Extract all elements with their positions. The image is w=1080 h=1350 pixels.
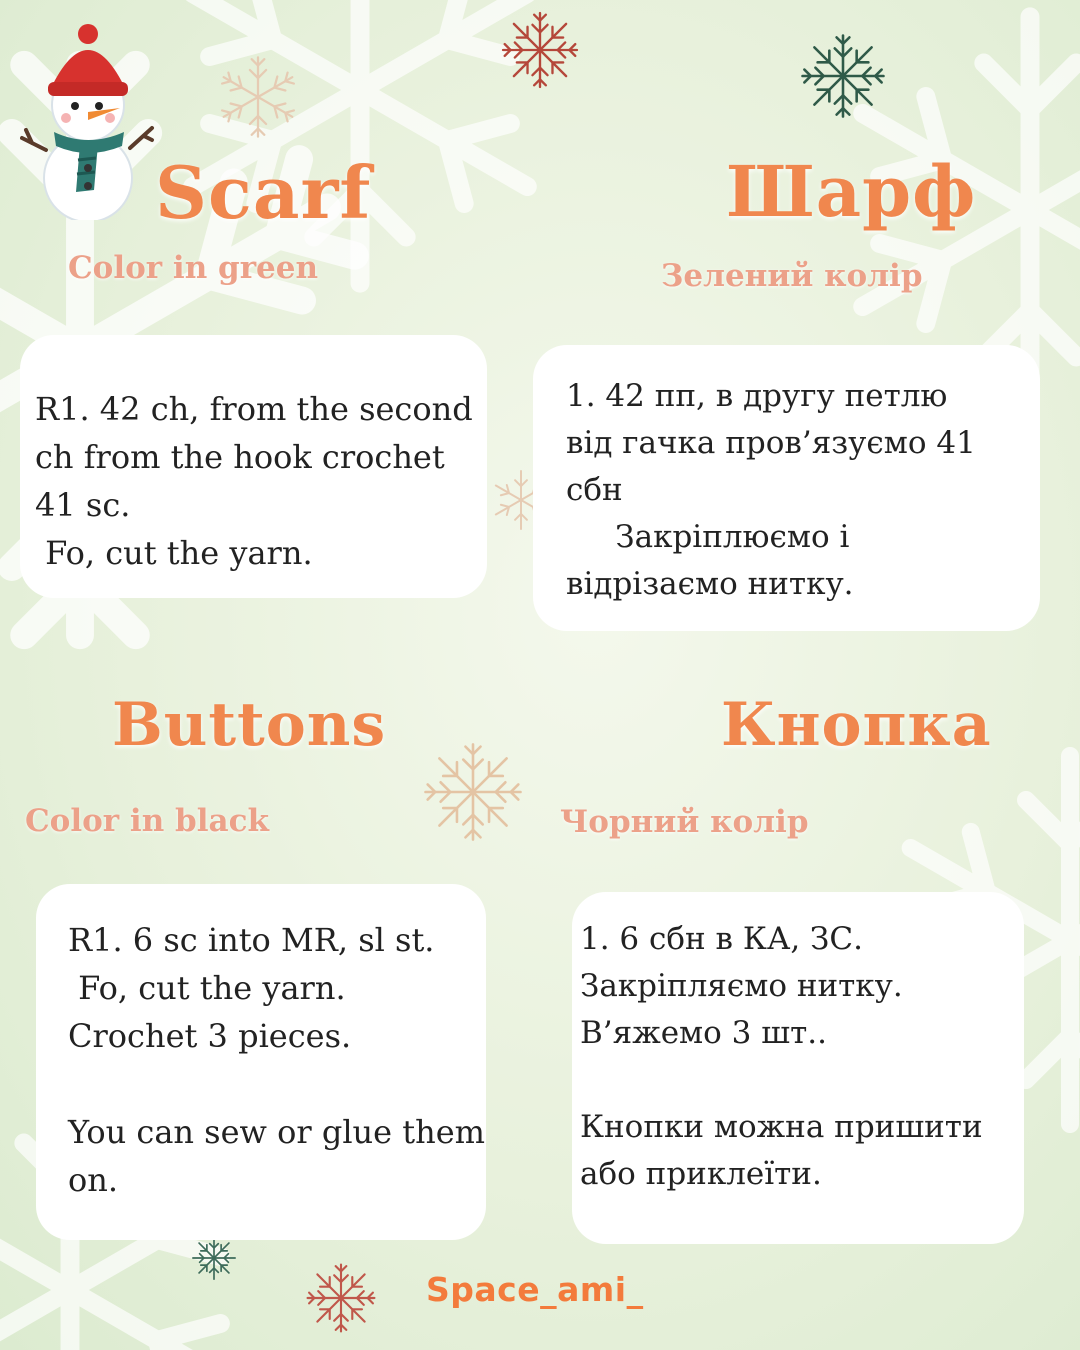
instruction-line: on. bbox=[68, 1161, 119, 1199]
instruction-line: You can sew or glue them bbox=[68, 1113, 486, 1151]
snowflake-red-icon bbox=[498, 8, 582, 92]
instruction-line: Закріплюємо і bbox=[566, 519, 850, 555]
instruction-line: Fo, cut the yarn. bbox=[68, 969, 346, 1007]
buttons-title-ua: Кнопка bbox=[721, 690, 992, 760]
scarf-color-en: Color in green bbox=[68, 250, 319, 286]
instruction-line bbox=[580, 1057, 1024, 1104]
scarf-instructions-en-card bbox=[20, 335, 487, 598]
instruction-line: 1. 42 пп, в другу петлю bbox=[566, 378, 948, 414]
instruction-line: 1. 6 сбн в КА, ЗС. bbox=[580, 921, 863, 957]
instruction-line: Закріпляємо нитку. bbox=[580, 968, 903, 1004]
snowman-icon bbox=[20, 20, 160, 220]
scarf-title-en: Scarf bbox=[155, 150, 372, 235]
buttons-color-en: Color in black bbox=[25, 803, 269, 839]
buttons-title-en: Buttons bbox=[112, 690, 387, 760]
instruction-line: R1. 6 sc into MR, sl st. bbox=[68, 921, 435, 959]
instruction-line: В’яжемо 3 шт.. bbox=[580, 1015, 827, 1051]
snowflake-beige-icon bbox=[213, 52, 303, 142]
snowflake-green-icon bbox=[186, 1234, 242, 1282]
snowflake-beige-icon bbox=[419, 738, 527, 846]
instruction-line: Crochet 3 pieces. bbox=[68, 1017, 352, 1055]
instruction-line: відрізаємо нитку. bbox=[566, 566, 854, 602]
instruction-line: R1. 42 ch, from the second bbox=[35, 390, 473, 428]
scarf-instructions-ua-card bbox=[533, 345, 1040, 631]
instruction-line bbox=[68, 1060, 486, 1108]
buttons-instructions-ua-card bbox=[572, 892, 1024, 1244]
buttons-color-ua: Чорний колір bbox=[560, 804, 809, 840]
instruction-line: 41 sc. bbox=[35, 486, 131, 524]
brand-handle: Space_ami_ bbox=[426, 1270, 644, 1309]
snowflake-red-icon bbox=[303, 1260, 379, 1336]
instruction-line: від гачка пров’язуємо 41 bbox=[566, 425, 976, 461]
instruction-line: або приклеїти. bbox=[580, 1156, 822, 1192]
buttons-instructions-en-card bbox=[36, 884, 486, 1240]
snowflake-green-icon bbox=[797, 30, 889, 122]
instruction-line: сбн bbox=[566, 472, 623, 508]
instruction-line: Кнопки можна пришити bbox=[580, 1109, 983, 1145]
instruction-line: ch from the hook crochet bbox=[35, 438, 445, 476]
scarf-color-ua: Зелений колір bbox=[661, 258, 923, 294]
scarf-title-ua: Шарф bbox=[726, 150, 977, 233]
instruction-line: Fo, cut the yarn. bbox=[35, 534, 313, 572]
